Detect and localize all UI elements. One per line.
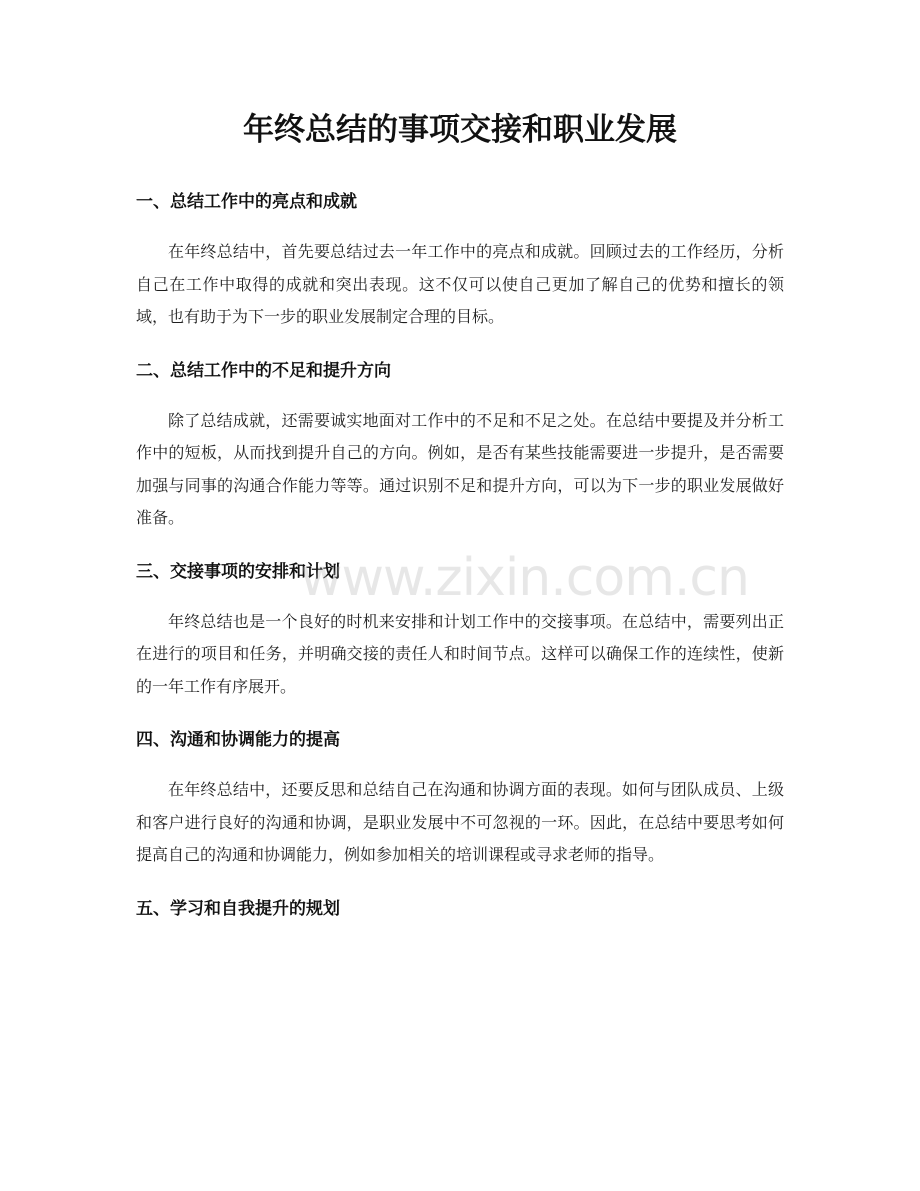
section-shortcomings: [136, 355, 784, 535]
section-communication: [136, 724, 784, 872]
section-heading: 一、总结工作中的亮点和成就: [136, 192, 357, 212]
section-heading: 四、沟通和协调能力的提高: [136, 730, 340, 750]
section-learning: [136, 893, 784, 925]
watermark-text: www.zixin.com.cn: [300, 548, 749, 608]
section-handover: [136, 556, 784, 704]
document-body: [136, 186, 784, 925]
section-heading: 五、学习和自我提升的规划: [136, 898, 340, 919]
section-heading: 二、总结工作中的不足和提升方向: [136, 360, 391, 381]
section-heading: 三、交接事项的安排和计划: [136, 561, 340, 582]
section-paragraph: 在年终总结中，还要反思和总结自己在沟通和协调方面的表现。如何与团队成员、上级和客户进行良好的沟通和协调，是职业发展中不可忽视的一环。因此，在总结中要思考如何提高自己的沟通和协调能力，例如参加相关的培训课程或寻求老师的指导。: [136, 780, 784, 864]
section-paragraph: 除了总结成就，还需要诚实地面对工作中的不足和不足之处。在总结中要提及并分析工作中的短板，从而找到提升自己的方向。例如，是否有某些技能需要进一步提升，是否需要加强与同事的沟通合作能力等等。通过识别不足和提升方向，可以为下一步的职业发展做好准备。: [136, 410, 784, 527]
section-paragraph: 年终总结也是一个良好的时机来安排和计划工作中的交接事项。在总结中，需要列出正在进行的项目和任务，并明确交接的责任人和时间节点。这样可以确保工作的连续性，使新的一年工作有序展开。: [136, 611, 784, 696]
section-highlights: [136, 186, 784, 334]
document-title: 年终总结的事项交接和职业发展: [243, 112, 677, 148]
section-paragraph: 在年终总结中，首先要总结过去一年工作中的亮点和成就。回顾过去的工作经历，分析自己在工作中取得的成就和突出表现。这不仅可以使自己更加了解自己的优势和擅长的领域，也有助于为下一步的职业发展制定合理的目标。: [136, 242, 784, 326]
